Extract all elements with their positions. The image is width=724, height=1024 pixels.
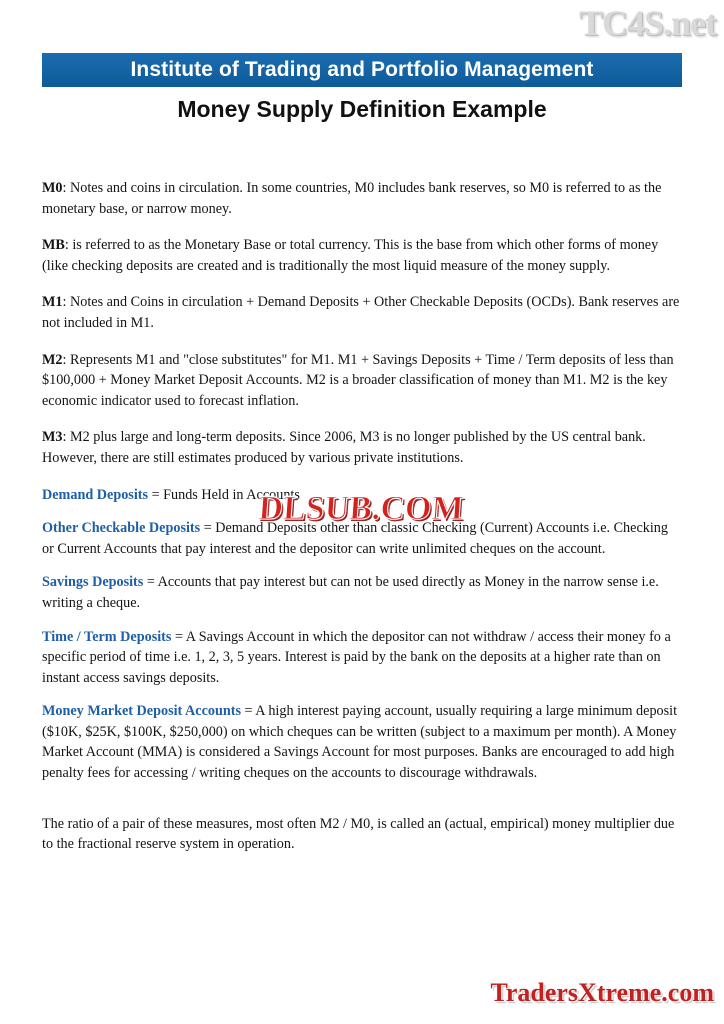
definition-body-other-checkable-deposits: = Demand Deposits other than classic Checking (Current) Accounts i.e. Checking or Current Accounts that pay interest and the depositor can write unlimited cheques on the account. <box>42 520 668 557</box>
measure-body-m3: : M2 plus large and long-term deposits. Since 2006, M3 is no longer published by the US central bank. However, there are still estimates produced by various private institutions. <box>42 429 646 466</box>
measure-term-m0: M0 <box>42 180 63 196</box>
measure-term-m3: M3 <box>42 429 63 446</box>
watermark-bottom-right: TradersXtreme.com <box>490 978 714 1007</box>
measure-term-m2: M2 <box>42 351 63 368</box>
watermark-center-text: DLSUB.COM <box>257 490 465 527</box>
measure-paragraph-m3 <box>42 427 682 468</box>
measure-paragraph-m1 <box>42 292 682 333</box>
measure-body-m0: : Notes and coins in circulation. In some countries, M0 includes bank reserves, so M0 is referred to as the monetary base, or narrow money. <box>42 180 662 217</box>
definition-body-time-term-deposits: = A Savings Account in which the depositor can not withdraw / access their money fo a specific period of time i.e. 1, 2, 3, 5 years. Interest is paid by the bank on the deposits at a higher rate than on instant access savings deposits. <box>42 628 671 686</box>
organization-banner <box>42 53 682 87</box>
definition-term-other-checkable-deposits: Other Checkable Deposits <box>42 520 201 537</box>
watermark-center <box>216 487 506 531</box>
page-title: Money Supply Definition Example <box>177 96 547 122</box>
definition-savings-deposits <box>42 572 682 613</box>
definition-term-demand-deposits: Demand Deposits <box>42 486 149 503</box>
measure-term-mb: MB <box>42 237 65 254</box>
measure-paragraph-mb <box>42 235 682 276</box>
definition-body-savings-deposits: = Accounts that pay interest but can not be used directly as Money in the narrow sense i.e. writing a cheque. <box>42 574 659 611</box>
definition-body-demand-deposits: = Funds Held in Accounts <box>148 486 300 503</box>
watermark-top-right: TC4S.net <box>578 3 716 43</box>
measure-paragraph-m0 <box>42 178 682 219</box>
measure-body-m2: : Represents M1 and "close substitutes" for M1. M1 + Savings Deposits + Time / Term deposits of less than $100,000 + Money Market Deposit Accounts. M2 is a broader classification of money than M1. M2 is the key economic indicator used to forecast inflation. <box>42 351 674 409</box>
definition-term-money-market-deposit-accounts: Money Market Deposit Accounts <box>42 703 241 720</box>
measure-body-m1: : Notes and Coins in circulation + Demand Deposits + Other Checkable Deposits (OCDs). Bank reserves are not included in M1. <box>42 294 680 331</box>
definition-time-term-deposits <box>42 627 682 689</box>
definition-term-savings-deposits: Savings Deposits <box>42 574 144 591</box>
closing-paragraph: The ratio of a pair of these measures, most often M2 / M0, is called an (actual, empirical) money multiplier due to the fractional reserve system in operation. <box>42 815 675 853</box>
definition-body-money-market-deposit-accounts: = A high interest paying account, usually requiring a large minimum deposit ($10K, $25K, $100K, $250,000) on which cheques can be written (subject to a maximum per month). A Money Market Account (MMA) is considered a Savings Account for most purposes. Banks are encouraged to add high penalty fees for accessing / writing cheques on the accounts to discourage withdrawals. <box>42 703 678 782</box>
measure-body-mb: : is referred to as the Monetary Base or total currency. This is the base from which other forms of money (like checking deposits are created and is traditionally the most liquid measure of the money supply. <box>42 237 659 274</box>
definition-term-time-term-deposits: Time / Term Deposits <box>42 628 172 645</box>
organization-title: Institute of Trading and Portfolio Management <box>130 58 594 81</box>
measure-term-m1: M1 <box>42 294 63 311</box>
definition-money-market-deposit-accounts <box>42 701 682 783</box>
measure-paragraph-m2 <box>42 350 682 412</box>
closing-section <box>42 814 682 855</box>
